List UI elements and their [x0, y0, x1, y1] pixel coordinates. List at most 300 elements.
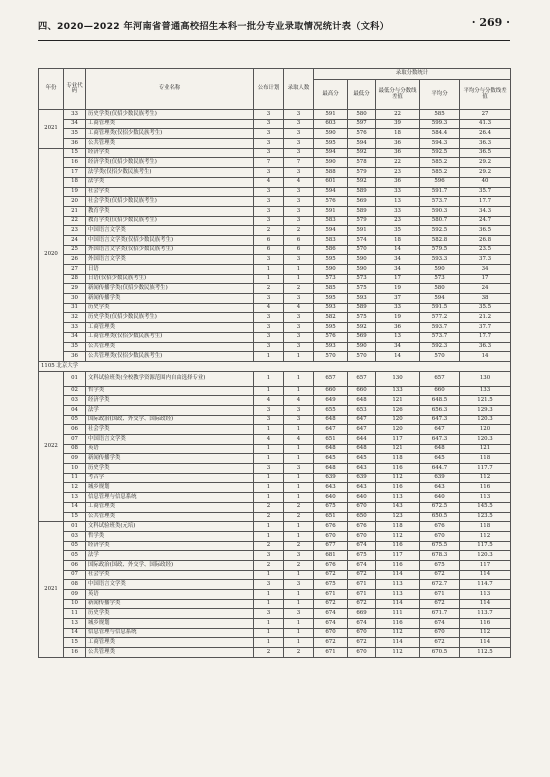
cell-admitted: 6 [284, 245, 314, 255]
cell-avg-diff: 35.5 [460, 303, 511, 313]
cell-min-diff: 18 [376, 129, 420, 139]
cell-max: 591 [314, 110, 348, 120]
cell-admitted: 3 [284, 216, 314, 226]
table-row [39, 531, 511, 541]
cell-min: 590 [348, 265, 376, 275]
cell-avg-diff: 114 [460, 570, 511, 580]
table-header [39, 69, 511, 110]
cell-name: 社会学类(仅招少数民族考生) [86, 197, 254, 207]
cell-min-diff: 22 [376, 158, 420, 168]
cell-avg: 645 [420, 454, 460, 464]
school-row [39, 361, 511, 371]
cell-min-diff: 35 [376, 226, 420, 236]
cell-name: 英语 [86, 590, 254, 600]
cell-max: 582 [314, 313, 348, 323]
cell-min-diff: 36 [376, 323, 420, 333]
cell-admitted: 3 [284, 187, 314, 197]
cell-min-diff: 36 [376, 139, 420, 149]
cell-min-diff: 112 [376, 628, 420, 638]
cell-name: 公共管理类 [86, 139, 254, 149]
cell-code: 27 [64, 265, 86, 275]
year-cell: 2020 [39, 148, 64, 361]
table-row [39, 168, 511, 178]
col-max: 最高分 [314, 80, 348, 110]
cell-min-diff: 118 [376, 454, 420, 464]
cell-avg-diff: 29.2 [460, 158, 511, 168]
cell-avg: 599.3 [420, 119, 460, 129]
cell-avg: 643 [420, 483, 460, 493]
cell-avg-diff: 120.3 [460, 551, 511, 561]
cell-admitted: 4 [284, 303, 314, 313]
cell-max: 675 [314, 580, 348, 590]
table-row [39, 187, 511, 197]
cell-code: 09 [64, 590, 86, 600]
cell-avg-diff: 120.3 [460, 415, 511, 425]
cell-plan: 4 [254, 303, 284, 313]
cell-min: 592 [348, 323, 376, 333]
cell-avg: 672.5 [420, 502, 460, 512]
cell-avg: 678.3 [420, 551, 460, 561]
cell-min: 643 [348, 464, 376, 474]
cell-min-diff: 117 [376, 551, 420, 561]
cell-max: 648 [314, 444, 348, 454]
cell-plan: 7 [254, 158, 284, 168]
cell-avg-diff: 118 [460, 454, 511, 464]
cell-code: 07 [64, 435, 86, 445]
cell-min-diff: 34 [376, 255, 420, 265]
cell-avg-diff: 34.3 [460, 206, 511, 216]
cell-code: 35 [64, 129, 86, 139]
cell-max: 583 [314, 216, 348, 226]
cell-min-diff: 143 [376, 502, 420, 512]
cell-min-diff: 121 [376, 444, 420, 454]
cell-avg-diff: 118 [460, 522, 511, 532]
cell-avg: 573.7 [420, 197, 460, 207]
cell-max: 677 [314, 541, 348, 551]
table-row [39, 590, 511, 600]
cell-admitted: 3 [284, 580, 314, 590]
cell-admitted: 1 [284, 590, 314, 600]
cell-min-diff: 114 [376, 599, 420, 609]
cell-plan: 6 [254, 245, 284, 255]
table-row [39, 139, 511, 149]
cell-min-diff: 14 [376, 352, 420, 362]
cell-min-diff: 116 [376, 483, 420, 493]
cell-avg-diff: 145.5 [460, 502, 511, 512]
cell-plan: 3 [254, 415, 284, 425]
cell-name: 工商管理类 [86, 638, 254, 648]
cell-min-diff: 13 [376, 332, 420, 342]
cell-plan: 1 [254, 386, 284, 396]
cell-min-diff: 120 [376, 425, 420, 435]
cell-avg-diff: 36.5 [460, 226, 511, 236]
table-row [39, 512, 511, 522]
cell-name: 工商管理类 [86, 502, 254, 512]
cell-avg: 596 [420, 177, 460, 187]
cell-plan: 1 [254, 590, 284, 600]
cell-avg: 593.7 [420, 323, 460, 333]
cell-admitted: 1 [284, 352, 314, 362]
cell-min: 591 [348, 226, 376, 236]
table-row [39, 313, 511, 323]
cell-plan: 3 [254, 197, 284, 207]
cell-code: 06 [64, 425, 86, 435]
cell-min: 672 [348, 599, 376, 609]
cell-max: 674 [314, 619, 348, 629]
year-cell: 2021 [39, 522, 64, 658]
table-row [39, 352, 511, 362]
cell-min-diff: 116 [376, 464, 420, 474]
cell-admitted: 3 [284, 119, 314, 129]
cell-min-diff: 123 [376, 512, 420, 522]
cell-max: 595 [314, 294, 348, 304]
cell-plan: 3 [254, 110, 284, 120]
cell-code: 33 [64, 323, 86, 333]
cell-avg-diff: 120 [460, 425, 511, 435]
cell-avg: 648 [420, 444, 460, 454]
cell-min-diff: 112 [376, 531, 420, 541]
cell-plan: 3 [254, 551, 284, 561]
table-row [39, 284, 511, 294]
cell-avg-diff: 113 [460, 493, 511, 503]
cell-avg-diff: 17.7 [460, 197, 511, 207]
cell-name: 信息管理与信息系统 [86, 628, 254, 638]
cell-admitted: 3 [284, 197, 314, 207]
cell-avg-diff: 116 [460, 483, 511, 493]
col-name: 专业名称 [86, 69, 254, 110]
cell-max: 655 [314, 405, 348, 415]
cell-plan: 3 [254, 580, 284, 590]
cell-min-diff: 14 [376, 245, 420, 255]
cell-min: 575 [348, 313, 376, 323]
cell-avg: 672.7 [420, 580, 460, 590]
cell-code: 33 [64, 110, 86, 120]
cell-avg-diff: 117.5 [460, 541, 511, 551]
cell-min: 674 [348, 619, 376, 629]
cell-max: 583 [314, 235, 348, 245]
cell-avg: 671.7 [420, 609, 460, 619]
cell-max: 603 [314, 119, 348, 129]
cell-max: 595 [314, 323, 348, 333]
cell-admitted: 1 [284, 493, 314, 503]
cell-min: 575 [348, 284, 376, 294]
cell-avg-diff: 120.3 [460, 435, 511, 445]
cell-avg-diff: 24 [460, 284, 511, 294]
table-row [39, 444, 511, 454]
cell-avg: 640 [420, 493, 460, 503]
cell-code: 01 [64, 371, 86, 386]
cell-code: 34 [64, 332, 86, 342]
cell-max: 651 [314, 435, 348, 445]
table-row [39, 541, 511, 551]
cell-max: 570 [314, 352, 348, 362]
col-plan: 公布计划 [254, 69, 284, 110]
table-row [39, 119, 511, 129]
cell-admitted: 1 [284, 483, 314, 493]
cell-code: 11 [64, 473, 86, 483]
cell-min-diff: 18 [376, 235, 420, 245]
cell-avg-diff: 14 [460, 352, 511, 362]
cell-admitted: 1 [284, 570, 314, 580]
cell-max: 586 [314, 245, 348, 255]
cell-name: 教育学类 [86, 206, 254, 216]
cell-plan: 1 [254, 483, 284, 493]
cell-plan: 3 [254, 323, 284, 333]
cell-max: 594 [314, 148, 348, 158]
cell-avg: 580 [420, 284, 460, 294]
col-code: 专业代码 [64, 69, 86, 110]
cell-code: 15 [64, 638, 86, 648]
cell-name: 英语 [86, 444, 254, 454]
cell-min: 657 [348, 371, 376, 386]
cell-name: 哲学类 [86, 386, 254, 396]
cell-admitted: 2 [284, 502, 314, 512]
cell-name: 工商管理类(仅招少数民族考生) [86, 332, 254, 342]
cell-admitted: 1 [284, 638, 314, 648]
cell-avg-diff: 17 [460, 274, 511, 284]
cell-name: 法学 [86, 551, 254, 561]
cell-name: 中国语言文学类 [86, 580, 254, 590]
cell-plan: 4 [254, 396, 284, 406]
cell-min: 592 [348, 177, 376, 187]
table-body [39, 110, 511, 658]
cell-admitted: 1 [284, 425, 314, 435]
cell-code: 02 [64, 386, 86, 396]
cell-admitted: 3 [284, 405, 314, 415]
cell-admitted: 3 [284, 168, 314, 178]
cell-plan: 3 [254, 342, 284, 352]
cell-name: 法学类(仅招少数民族考生) [86, 168, 254, 178]
cell-min-diff: 39 [376, 119, 420, 129]
cell-plan: 2 [254, 560, 284, 570]
cell-name: 法学类 [86, 177, 254, 187]
cell-min: 592 [348, 148, 376, 158]
cell-avg: 590 [420, 265, 460, 275]
cell-name: 历史学类(仅招少数民族考生) [86, 313, 254, 323]
cell-code: 09 [64, 454, 86, 464]
cell-code: 28 [64, 274, 86, 284]
cell-name: 历史学类(仅招少数民族考生) [86, 110, 254, 120]
cell-max: 595 [314, 139, 348, 149]
cell-code: 26 [64, 255, 86, 265]
cell-avg-diff: 121.5 [460, 396, 511, 406]
cell-min: 670 [348, 648, 376, 658]
cell-avg-diff: 112.5 [460, 648, 511, 658]
cell-min: 672 [348, 570, 376, 580]
cell-min-diff: 13 [376, 197, 420, 207]
page-title: 四、2020—2022 年河南省普通高校招生本科一批分专业录取情况统计表（文科） [38, 21, 390, 32]
cell-avg: 593.3 [420, 255, 460, 265]
cell-plan: 1 [254, 638, 284, 648]
cell-avg-diff: 35.7 [460, 187, 511, 197]
table-row [39, 206, 511, 216]
cell-admitted: 2 [284, 648, 314, 658]
cell-min: 579 [348, 168, 376, 178]
table-row [39, 609, 511, 619]
page-number: · 269 · [471, 16, 510, 29]
cell-min: 573 [348, 274, 376, 284]
cell-plan: 1 [254, 473, 284, 483]
cell-code: 23 [64, 226, 86, 236]
cell-min: 569 [348, 197, 376, 207]
cell-plan: 1 [254, 265, 284, 275]
cell-avg-diff: 129.3 [460, 405, 511, 415]
cell-admitted: 3 [284, 313, 314, 323]
cell-min-diff: 112 [376, 473, 420, 483]
cell-admitted: 1 [284, 599, 314, 609]
cell-avg: 670 [420, 628, 460, 638]
cell-plan: 3 [254, 255, 284, 265]
cell-min-diff: 33 [376, 303, 420, 313]
cell-admitted: 4 [284, 177, 314, 187]
cell-plan: 1 [254, 599, 284, 609]
cell-name: 新闻传播学类 [86, 294, 254, 304]
cell-name: 城乡规划 [86, 619, 254, 629]
cell-name: 社会学类 [86, 425, 254, 435]
cell-min: 589 [348, 303, 376, 313]
cell-code: 21 [64, 206, 86, 216]
table-row [39, 148, 511, 158]
cell-code: 32 [64, 313, 86, 323]
cell-avg: 676 [420, 522, 460, 532]
cell-min-diff: 111 [376, 609, 420, 619]
cell-min: 676 [348, 522, 376, 532]
cell-avg-diff: 17.7 [460, 332, 511, 342]
cell-code: 01 [64, 522, 86, 532]
cell-min-diff: 34 [376, 265, 420, 275]
cell-name: 工商管理类(仅招少数民族考生) [86, 129, 254, 139]
cell-name: 经济学类 [86, 541, 254, 551]
cell-avg: 594 [420, 294, 460, 304]
cell-avg-diff: 36.3 [460, 139, 511, 149]
cell-avg: 647.3 [420, 435, 460, 445]
cell-code: 17 [64, 168, 86, 178]
cell-avg: 573 [420, 274, 460, 284]
cell-plan: 6 [254, 235, 284, 245]
cell-name: 公共管理类(仅招少数民族考生) [86, 352, 254, 362]
cell-code: 16 [64, 158, 86, 168]
cell-code: 06 [64, 560, 86, 570]
cell-avg: 592.5 [420, 148, 460, 158]
cell-avg: 675.5 [420, 541, 460, 551]
cell-admitted: 3 [284, 206, 314, 216]
col-admitted: 录取人数 [284, 69, 314, 110]
cell-name: 历史学类 [86, 609, 254, 619]
cell-plan: 2 [254, 648, 284, 658]
cell-max: 573 [314, 274, 348, 284]
cell-avg: 570 [420, 352, 460, 362]
cell-min-diff: 113 [376, 493, 420, 503]
table-row [39, 303, 511, 313]
cell-name: 外国语言文学类(仅招少数民族考生) [86, 245, 254, 255]
cell-plan: 2 [254, 226, 284, 236]
cell-admitted: 1 [284, 386, 314, 396]
col-avg-diff: 平均分与分数线差值 [460, 80, 511, 110]
cell-avg: 671 [420, 590, 460, 600]
cell-code: 08 [64, 444, 86, 454]
cell-name: 文科试验班类(元培) [86, 522, 254, 532]
cell-code: 03 [64, 396, 86, 406]
cell-avg-diff: 24.7 [460, 216, 511, 226]
year-cell: 2022 [39, 371, 64, 522]
cell-avg: 674 [420, 619, 460, 629]
cell-min-diff: 22 [376, 110, 420, 120]
table-row [39, 235, 511, 245]
cell-max: 660 [314, 386, 348, 396]
cell-max: 643 [314, 483, 348, 493]
cell-avg-diff: 112 [460, 473, 511, 483]
cell-avg-diff: 29.2 [460, 168, 511, 178]
cell-max: 681 [314, 551, 348, 561]
table-row [39, 396, 511, 406]
cell-code: 31 [64, 303, 86, 313]
cell-avg-diff: 37.3 [460, 255, 511, 265]
table-row [39, 551, 511, 561]
table-row [39, 648, 511, 658]
cell-avg: 590.3 [420, 206, 460, 216]
cell-admitted: 3 [284, 609, 314, 619]
table-row [39, 473, 511, 483]
cell-plan: 1 [254, 619, 284, 629]
cell-admitted: 4 [284, 435, 314, 445]
table-row [39, 197, 511, 207]
cell-admitted: 2 [284, 560, 314, 570]
cell-min: 578 [348, 158, 376, 168]
cell-min: 660 [348, 386, 376, 396]
cell-admitted: 3 [284, 342, 314, 352]
cell-avg: 650.5 [420, 512, 460, 522]
cell-admitted: 2 [284, 512, 314, 522]
cell-plan: 1 [254, 628, 284, 638]
cell-name: 国际政治(国政、外交学、国际政经) [86, 415, 254, 425]
cell-max: 594 [314, 226, 348, 236]
cell-avg: 592.5 [420, 226, 460, 236]
cell-max: 593 [314, 342, 348, 352]
cell-min-diff: 116 [376, 541, 420, 551]
cell-min: 597 [348, 119, 376, 129]
cell-name: 城乡规划 [86, 483, 254, 493]
cell-code: 15 [64, 148, 86, 158]
table-row [39, 323, 511, 333]
cell-min: 669 [348, 609, 376, 619]
cell-name: 工商管理类 [86, 323, 254, 333]
cell-code: 12 [64, 483, 86, 493]
cell-plan: 1 [254, 274, 284, 284]
cell-avg: 582.8 [420, 235, 460, 245]
cell-min: 648 [348, 396, 376, 406]
cell-max: 670 [314, 628, 348, 638]
cell-min: 670 [348, 531, 376, 541]
cell-avg-diff: 34 [460, 265, 511, 275]
cell-admitted: 1 [284, 454, 314, 464]
cell-avg: 648.5 [420, 396, 460, 406]
cell-avg-diff: 112 [460, 628, 511, 638]
cell-max: 648 [314, 464, 348, 474]
cell-name: 外国语言文学类 [86, 255, 254, 265]
cell-admitted: 7 [284, 158, 314, 168]
cell-admitted: 1 [284, 619, 314, 629]
table-row [39, 619, 511, 629]
cell-name: 中国语言文学类(仅招少数民族考生) [86, 235, 254, 245]
cell-min: 640 [348, 493, 376, 503]
cell-plan: 2 [254, 502, 284, 512]
table-row [39, 129, 511, 139]
cell-min-diff: 130 [376, 371, 420, 386]
cell-min: 645 [348, 454, 376, 464]
cell-name: 公共管理类 [86, 648, 254, 658]
cell-avg-diff: 41.3 [460, 119, 511, 129]
cell-min-diff: 113 [376, 590, 420, 600]
